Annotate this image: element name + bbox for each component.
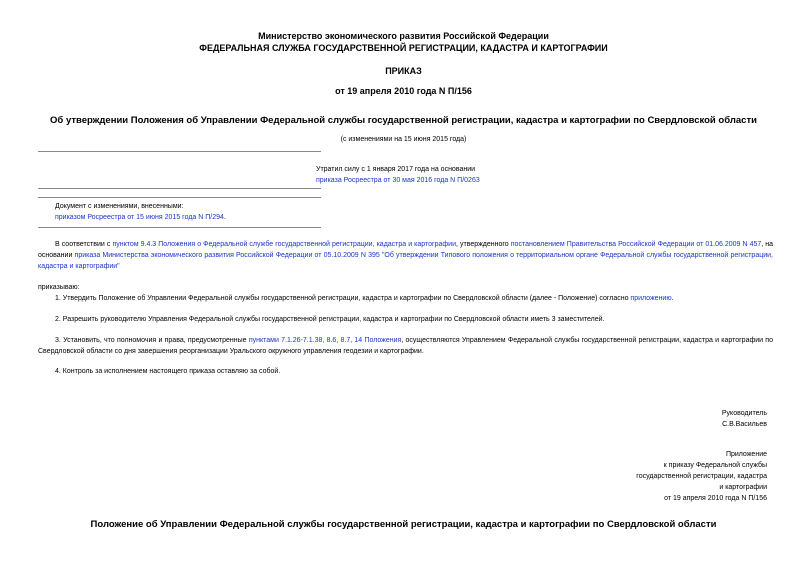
government-decree-link[interactable]: постановлением Правительства Российской Федерации от 01.06.2009 N 457: [510, 241, 762, 248]
item-3: [38, 335, 773, 357]
lost-force-notice: [316, 164, 480, 186]
preamble-text: В соответствии с: [55, 241, 113, 248]
regulation-clause-link[interactable]: пунктом 9.4.3 Положения о Федеральной службе государственной регистрации, кадастра и картографии: [112, 241, 456, 248]
document-date-number: от 19 апреля 2010 года N П/156: [335, 86, 472, 96]
changes-note: (с изменениями на 15 июня 2015 года): [340, 136, 467, 143]
divider-line: [38, 188, 321, 189]
changes-box: [55, 201, 226, 223]
changes-box-line: [55, 212, 226, 223]
item-4: 4. Контроль за исполнением настоящего приказа оставляю за собой.: [55, 368, 281, 375]
lost-force-text: Утратил силу с 1 января 2017 года на основании: [316, 166, 476, 173]
lost-force-order-link[interactable]: приказа Росреестра от 30 мая 2016 года N П/0263: [316, 177, 480, 184]
item-1: [38, 293, 773, 304]
divider-line: [38, 197, 321, 198]
regulation-points-link[interactable]: пунктами 7.1.26-7.1.38, 8.6, 8.7, 14 Положения: [248, 337, 402, 344]
item-2: 2. Разрешить руководителю Управления Федеральной службы государственной регистрации, кадастра и картографии по Свердловской области иметь 3 заместителей.: [55, 316, 605, 323]
signature-block: [722, 408, 767, 430]
changes-box-suffix: .: [223, 214, 226, 221]
appendix-ref-line: Приложение: [725, 451, 767, 458]
ministry-name: Министерство экономического развития Российской Федерации: [258, 31, 549, 41]
signatory-name: С.В.Васильев: [722, 421, 767, 428]
preamble-text: , утвержденного: [455, 241, 511, 248]
preamble-text: , на основании: [38, 241, 774, 259]
preamble-paragraph: [38, 239, 773, 272]
item-3-text: , осуществляются Управлением Федеральной службы государственной регистрации, кадастра и картографии по Свердловской области со дня завершения реорганизации Уральского окружного управления геодезии и картографии.: [38, 337, 773, 355]
signatory-position: Руководитель: [721, 410, 767, 417]
item-1-text: 1. Утвердить Положение об Управлении Федеральной службы государственной регистрации, кадастра и картографии по Свердловской области (далее - Положение) согласно: [55, 295, 631, 302]
appendix-ref-line: государственной регистрации, кадастра: [636, 473, 767, 480]
item-1-end: .: [671, 295, 674, 302]
order-word: приказываю:: [38, 284, 80, 291]
changes-box-label: Документ с изменениями, внесенными:: [55, 203, 184, 210]
document-title: Об утверждении Положения об Управлении Федеральной службы государственной регистрации, кадастра и картографии по Свердловской области: [50, 115, 757, 126]
appendix-link[interactable]: приложению: [630, 295, 672, 302]
agency-name: ФЕДЕРАЛЬНАЯ СЛУЖБА ГОСУДАРСТВЕННОЙ РЕГИСТРАЦИИ, КАДАСТРА И КАРТОГРАФИИ: [199, 43, 608, 53]
appendix-title: Положение об Управлении Федеральной службы государственной регистрации, кадастра и картографии по Свердловской области: [90, 519, 717, 530]
appendix-reference: [636, 449, 767, 504]
item-3-text: 3. Установить, что полномочия и права, предусмотренные: [55, 337, 249, 344]
appendix-ref-line: и картографии: [719, 484, 767, 491]
amendment-order-link[interactable]: приказом Росреестра от 15 июня 2015 года N П/294: [55, 214, 224, 221]
appendix-ref-line: к приказу Федеральной службы: [663, 462, 767, 469]
divider-line: [38, 151, 321, 152]
divider-line: [38, 227, 321, 228]
document-type: ПРИКАЗ: [385, 66, 422, 76]
ministry-order-link[interactable]: приказа Министерства экономического развития Российской Федерации от 05.10.2009 N 395 "Об утверждении Типового положения о территориальном органе Федеральной службы государственной регистрации, кадастра и картографии": [38, 252, 773, 270]
appendix-ref-line: от 19 апреля 2010 года N П/156: [664, 495, 767, 502]
